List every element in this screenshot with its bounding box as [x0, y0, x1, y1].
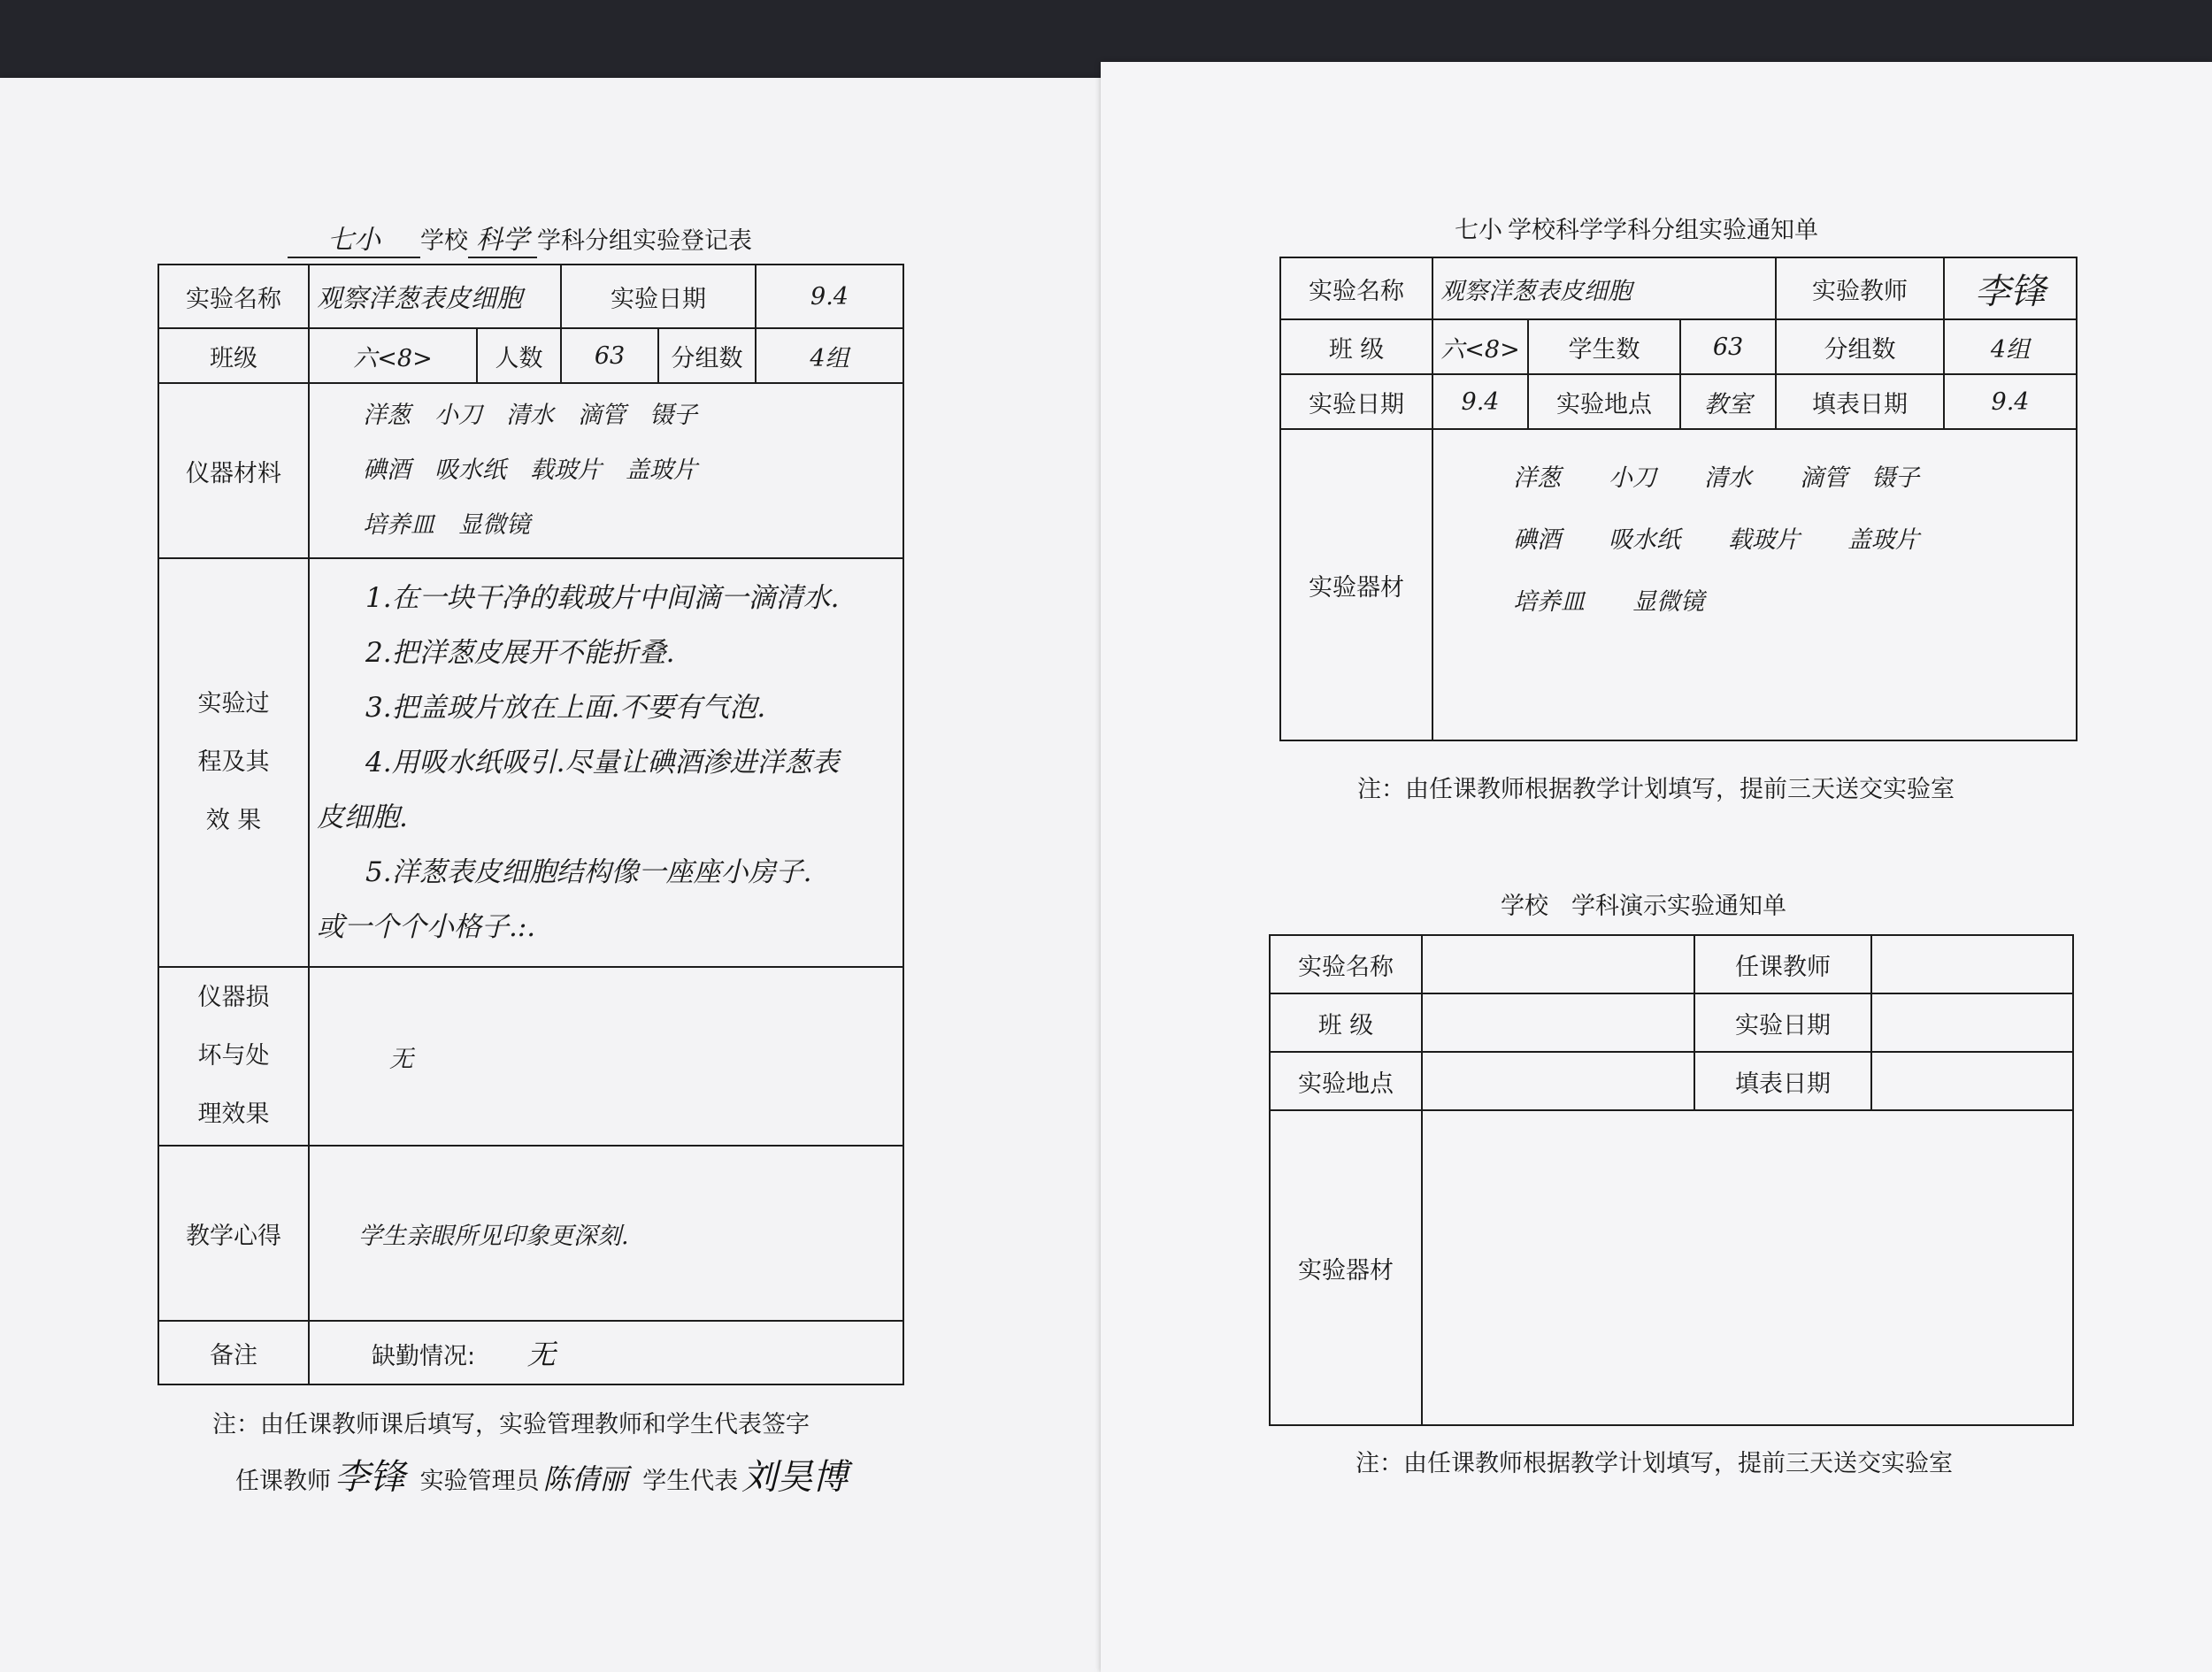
value-groups: 4组: [756, 328, 903, 383]
row-process: [158, 558, 903, 967]
notice-label-location: 实验地点: [1528, 374, 1680, 429]
demo-label-name: 实验名称: [1270, 935, 1422, 993]
demo-value-fill-date: [1871, 1052, 2073, 1110]
demo-notice-table: [1269, 934, 2074, 1426]
group-notice-title: 七小 学校科学学科分组实验通知单: [1455, 217, 1818, 244]
notice-value-class: 六<8>: [1432, 319, 1528, 374]
label-count: 人数: [477, 328, 561, 383]
label-process: 实验过 程及其 效 果: [158, 558, 309, 967]
row-materials: [158, 383, 903, 558]
registration-title: 七小 学校 科学 学科分组实验登记表: [288, 218, 752, 258]
notice-value-date: 9.4: [1432, 374, 1528, 429]
demo-value-equipment: [1422, 1110, 2073, 1425]
label-remarks: 备注: [158, 1321, 309, 1384]
value-experiment-name: 观察洋葱表皮细胞: [309, 265, 561, 328]
demo-value-name: [1422, 935, 1694, 993]
notice-value-groups: 4组: [1944, 319, 2077, 374]
notice-sheet: [1101, 62, 2212, 1672]
notice-row-equipment: [1280, 429, 2077, 740]
value-reflection: 学生亲眼所见印象更深刻.: [309, 1146, 903, 1321]
notice-row-date: [1280, 374, 2077, 429]
label-experiment-date: 实验日期: [561, 265, 756, 328]
signature-teacher: 李锋: [334, 1457, 405, 1498]
notice-value-students: 63: [1680, 319, 1776, 374]
demo-label-fill-date: 填表日期: [1694, 1052, 1871, 1110]
notice-label-teacher: 实验教师: [1776, 257, 1944, 319]
demo-label-teacher: 任课教师: [1694, 935, 1871, 993]
value-count: 63: [561, 328, 658, 383]
demo-value-teacher: [1871, 935, 2073, 993]
label-reflection: 教学心得: [158, 1146, 309, 1321]
notice-label-fill-date: 填表日期: [1776, 374, 1944, 429]
notice-value-equipment: 洋葱 小刀 清水 滴管 镊子 碘酒 吸水纸 载玻片 盖玻片 培养皿 显微镜: [1432, 429, 2077, 740]
demo-row-location: [1270, 1052, 2073, 1110]
label-groups: 分组数: [658, 328, 756, 383]
signature-student: 刘昊博: [741, 1457, 849, 1498]
demo-row-class: [1270, 993, 2073, 1052]
notice-label-equipment: 实验器材: [1280, 429, 1432, 740]
notice-value-fill-date: 9.4: [1944, 374, 2077, 429]
signature-admin: 陈倩丽: [542, 1462, 628, 1496]
group-notice-note: 注：由任课教师根据教学计划填写，提前三天送交实验室: [1357, 776, 1955, 803]
demo-value-class: [1422, 993, 1694, 1052]
demo-row-name: [1270, 935, 2073, 993]
demo-notice-note: 注：由任课教师根据教学计划填写，提前三天送交实验室: [1356, 1450, 1953, 1477]
row-damage: [158, 967, 903, 1146]
notice-value-location: 教室: [1680, 374, 1776, 429]
signature-row: 任课教师 李锋 实验管理员 陈倩丽 学生代表 刘昊博: [235, 1457, 849, 1498]
notice-label-students: 学生数: [1528, 319, 1680, 374]
registration-note: 注：由任课教师课后填写，实验管理教师和学生代表签字: [212, 1411, 810, 1438]
registration-sheet: [0, 78, 1101, 1672]
demo-label-location: 实验地点: [1270, 1052, 1422, 1110]
demo-label-date: 实验日期: [1694, 993, 1871, 1052]
row-class: [158, 328, 903, 383]
notice-value-teacher: 李锋: [1944, 257, 2077, 319]
row-reflection: [158, 1146, 903, 1321]
value-process: 1.在一块干净的载玻片中间滴一滴清水. 2.把洋葱皮展开不能折叠. 3.把盖玻片放在上面.不要有气泡. 4.用吸水纸吸引.尽量让碘酒渗进洋葱表 皮细胞. 5.洋葱表皮细胞结构像一座座小房子. 或一个个小格子.:.: [309, 558, 903, 967]
demo-label-equipment: 实验器材: [1270, 1110, 1422, 1425]
value-experiment-date: 9.4: [756, 265, 903, 328]
value-materials: 洋葱 小刀 清水 滴管 镊子 碘酒 吸水纸 载玻片 盖玻片 培养皿 显微镜: [309, 383, 903, 558]
registration-table: [157, 264, 904, 1385]
notice-label-groups: 分组数: [1776, 319, 1944, 374]
title-subject: 科学: [468, 218, 537, 258]
value-class: 六<8>: [309, 328, 477, 383]
demo-row-equipment: [1270, 1110, 2073, 1425]
label-class: 班级: [158, 328, 309, 383]
row-remarks: [158, 1321, 903, 1384]
row-experiment-name: [158, 265, 903, 328]
value-damage: 无: [309, 967, 903, 1146]
notice-value-name: 观察洋葱表皮细胞: [1432, 257, 1776, 319]
group-notice-table: [1279, 257, 2078, 741]
demo-value-date: [1871, 993, 2073, 1052]
label-materials: 仪器材料: [158, 383, 309, 558]
demo-notice-title: 学校 学科演示实验通知单: [1501, 893, 1786, 920]
value-absence: 无: [526, 1338, 556, 1371]
label-damage: 仪器损 坏与处 理效果: [158, 967, 309, 1146]
label-absence: 缺勤情况:: [372, 1343, 476, 1370]
notice-row-class: [1280, 319, 2077, 374]
notice-label-class: 班 级: [1280, 319, 1432, 374]
notice-label-date: 实验日期: [1280, 374, 1432, 429]
notice-row-name: [1280, 257, 2077, 319]
value-remarks: [309, 1321, 903, 1384]
demo-value-location: [1422, 1052, 1694, 1110]
label-experiment-name: 实验名称: [158, 265, 309, 328]
title-school: 七小: [288, 218, 420, 258]
notice-label-name: 实验名称: [1280, 257, 1432, 319]
demo-label-class: 班 级: [1270, 993, 1422, 1052]
